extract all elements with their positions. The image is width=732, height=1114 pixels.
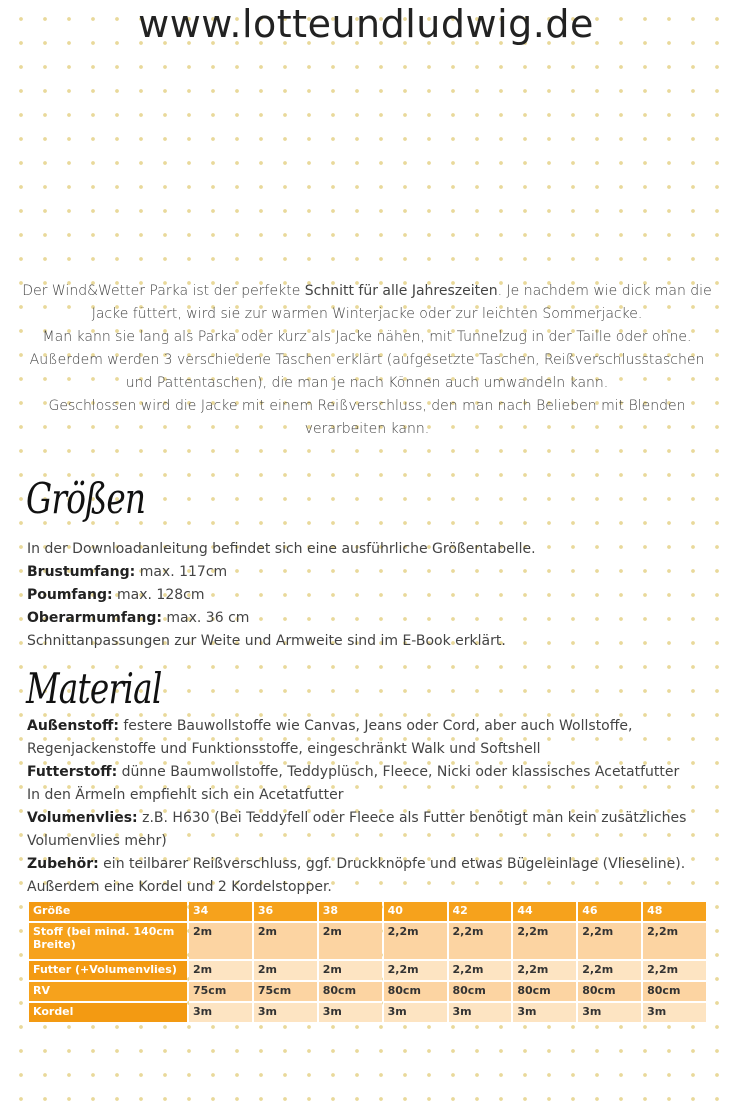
table-cell: 3m	[578, 1001, 641, 1022]
table-cell: 2,2m	[513, 959, 576, 980]
table-row	[29, 921, 706, 959]
table-row	[29, 1001, 706, 1022]
accessories-note: Außerdem eine Kordel und 2 Kordelstopper.	[27, 879, 332, 895]
table-cell: 80cm	[319, 980, 382, 1001]
table-cell: 80cm	[449, 980, 512, 1001]
table-cell: 3m	[449, 1001, 512, 1022]
table-cell: 3m	[643, 1001, 706, 1022]
table-cell: 2,2m	[449, 921, 512, 959]
table-header-cell: 36	[254, 902, 317, 921]
table-header-cell: 46	[578, 902, 641, 921]
table-cell: 2,2m	[643, 959, 706, 980]
table-row	[29, 980, 706, 1001]
intro-paragraph-1: Der Wind&Wetter Parka ist der perfekte Schnitt für alle Jahreszeiten. Je nachdem wie dick man die Jacke füttert, wird sie zur warmen Winterjacke oder zur leichten Sommerjacke.	[22, 283, 712, 322]
table-cell: 80cm	[578, 980, 641, 1001]
table-cell: 3m	[189, 1001, 252, 1022]
bust-measure: Brustumfang: max. 117cm	[27, 564, 228, 580]
intro-text	[22, 280, 712, 441]
table-cell: RV	[29, 980, 187, 1001]
table-header-cell: 42	[449, 902, 512, 921]
outer-fabric: Außenstoff: festere Bauwollstoffe wie Canvas, Jeans oder Cord, aber auch Wollstoffe, Regenjackenstoffe und Funktionsstoffe, eingeschränkt Walk und Softshell	[27, 718, 633, 757]
intro-paragraph-4: Geschlossen wird die Jacke mit einem Reißverschluss, den man nach Belieben mit Blenden verarbeiten kann.	[48, 398, 686, 437]
table-cell: 75cm	[189, 980, 252, 1001]
sizes-section	[27, 538, 717, 653]
material-section	[27, 715, 717, 899]
table-cell: 3m	[513, 1001, 576, 1022]
table-cell: 80cm	[513, 980, 576, 1001]
hip-measure: Poumfang: max. 128cm	[27, 587, 205, 603]
table-header-cell: 48	[643, 902, 706, 921]
table-cell: 3m	[384, 1001, 447, 1022]
table-header-cell: 40	[384, 902, 447, 921]
table-cell: 80cm	[643, 980, 706, 1001]
table-cell: Futter (+Volumenvlies)	[29, 959, 187, 980]
table-cell: 2,2m	[513, 921, 576, 959]
table-cell: 3m	[319, 1001, 382, 1022]
table-cell: 2m	[319, 921, 382, 959]
material-heading: Material	[26, 664, 162, 713]
table-cell: 2m	[189, 959, 252, 980]
site-url: www.lotteundludwig.de	[138, 2, 594, 46]
lining-fabric: Futterstoff: dünne Baumwollstoffe, Teddyplüsch, Fleece, Nicki oder klassisches Acetatfutter	[27, 764, 680, 780]
sizes-intro: In der Downloadanleitung befindet sich eine ausführliche Größentabelle.	[27, 541, 536, 557]
volume-fleece: Volumenvlies: z.B. H630 (Bei Teddyfell oder Fleece als Futter benötigt man kein zusätzliches Volumenvlies mehr)	[27, 810, 687, 849]
table-row	[29, 959, 706, 980]
table-cell: 2,2m	[384, 921, 447, 959]
table-cell: 2,2m	[578, 921, 641, 959]
table-cell: 2m	[254, 959, 317, 980]
table-cell: 2,2m	[449, 959, 512, 980]
accessories: Zubehör: ein teilbarer Reißverschluss, ggf. Druckknöpfe und etwas Bügeleinlage (Vlieseline).	[27, 856, 686, 872]
table-cell: 2,2m	[643, 921, 706, 959]
table-cell: 2m	[319, 959, 382, 980]
table-header-cell: 34	[189, 902, 252, 921]
fabric-requirements-table	[27, 902, 708, 1022]
lining-note: In den Ärmeln empfiehlt sich ein Acetatfutter	[27, 787, 344, 803]
sizes-heading: Größen	[26, 474, 146, 523]
table-cell: 2m	[189, 921, 252, 959]
sizes-note: Schnittanpassungen zur Weite und Armweite sind im E-Book erklärt.	[27, 633, 506, 649]
table-cell: 2,2m	[578, 959, 641, 980]
intro-paragraph-3: Außerdem werden 3 verschiedene Taschen erklärt (aufgesetzte Taschen, Reißverschlusstaschen und Pattentaschen), die man je nach Können auch umwandeln kann.	[29, 352, 705, 391]
table-cell: Kordel	[29, 1001, 187, 1022]
table-cell: 2,2m	[384, 959, 447, 980]
table-cell: 2m	[254, 921, 317, 959]
table-cell: Stoff (bei mind. 140cm Breite)	[29, 921, 187, 959]
table-header-cell: Größe	[29, 902, 187, 921]
table-header-row	[29, 902, 706, 921]
intro-paragraph-2: Man kann sie lang als Parka oder kurz als Jacke nähen, mit Tunnelzug in der Taille oder ohne.	[42, 329, 692, 345]
table-header-cell: 44	[513, 902, 576, 921]
table-cell: 80cm	[384, 980, 447, 1001]
table-cell: 75cm	[254, 980, 317, 1001]
arm-measure: Oberarmumfang: max. 36 cm	[27, 610, 250, 626]
table-cell: 3m	[254, 1001, 317, 1022]
table-header-cell: 38	[319, 902, 382, 921]
